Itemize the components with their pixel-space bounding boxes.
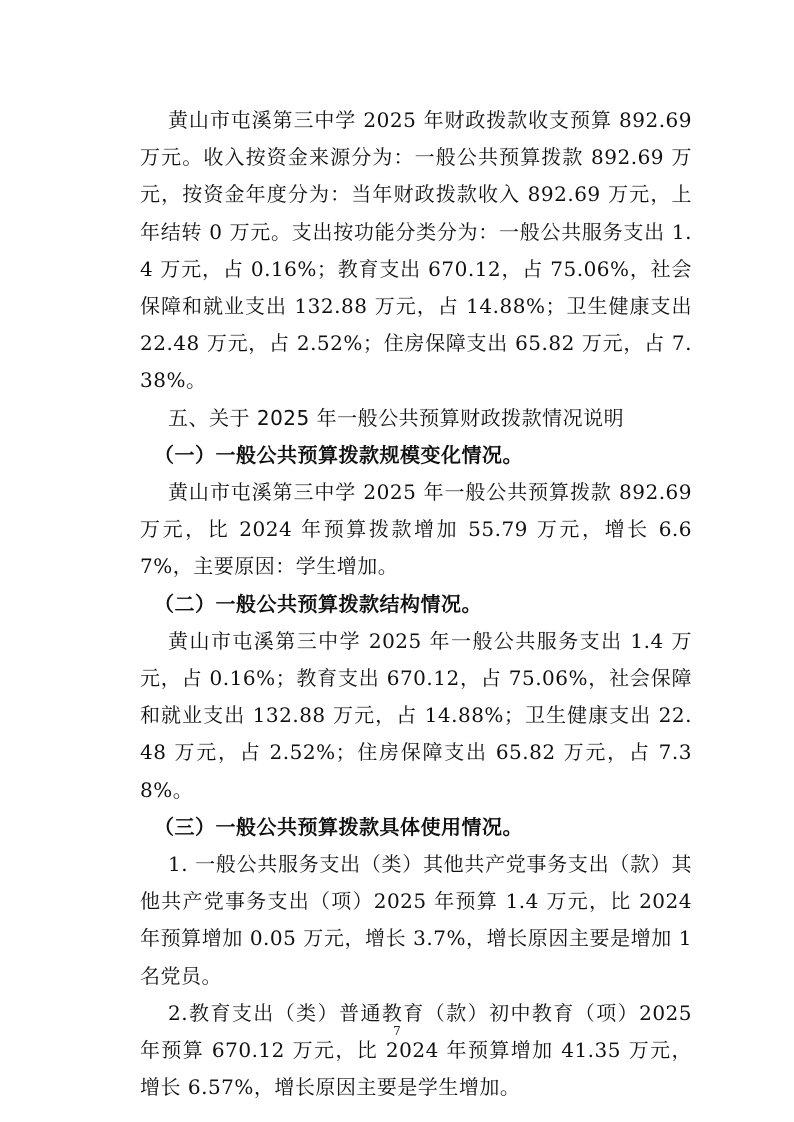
usage-item-1-paragraph: 1. 一般公共服务支出（类）其他共产党事务支出（款）其他共产党事务支出（项）2025 年预算 1.4 万元，比 2024 年预算增加 0.05 万元，增长 3.7%，增长原因主要是增加 1 名党员。: [140, 852, 692, 988]
scale-change-paragraph: 黄山市屯溪第三中学 2025 年一般公共预算拨款 892.69 万元，比 2024 年预算拨款增加 55.79 万元，增长 6.67%，主要原因：学生增加。: [140, 480, 692, 579]
structure-paragraph: 黄山市屯溪第三中学 2025 年一般公共服务支出 1.4 万元，占 0.16%；教育支出 670.12，占 75.06%，社会保障和就业支出 132.88 万元，占 14.88%；卫生健康支出 22.48 万元，占 2.52%；住房保障支出 65.82 万元，占 7.38%。: [140, 628, 692, 802]
subheading-usage: （三）一般公共预算拨款具体使用情况。: [154, 814, 523, 839]
subheading-scale-change: （一）一般公共预算拨款规模变化情况。: [154, 442, 523, 467]
budget-summary-paragraph: 黄山市屯溪第三中学 2025 年财政拨款收支预算 892.69 万元。收入按资金来源分为：一般公共预算拨款 892.69 万元，按资金年度分为：当年财政拨款收入 892.69 万元，上年结转 0 万元。支出按功能分类分为：一般公共服务支出 1.4 万元，占 0.16%；教育支出 670.12，占 75.06%，社会保障和就业支出 132.88 万元，占 14.88%；卫生健康支出 22.48 万元，占 2.52%；住房保障支出 65.82 万元，占 7.38%。: [140, 108, 692, 393]
section-heading-5: 五、关于 2025 年一般公共预算财政拨款情况说明: [168, 405, 625, 430]
subheading-structure: （二）一般公共预算拨款结构情况。: [154, 591, 482, 616]
usage-item-2-paragraph: 2.教育支出（类）普通教育（款）初中教育（项）2025 年预算 670.12 万元，比 2024 年预算增加 41.35 万元，增长 6.57%，增长原因主要是学生增加。: [140, 1000, 692, 1100]
document-body: [140, 102, 692, 1106]
page-number: 7: [393, 1024, 401, 1038]
